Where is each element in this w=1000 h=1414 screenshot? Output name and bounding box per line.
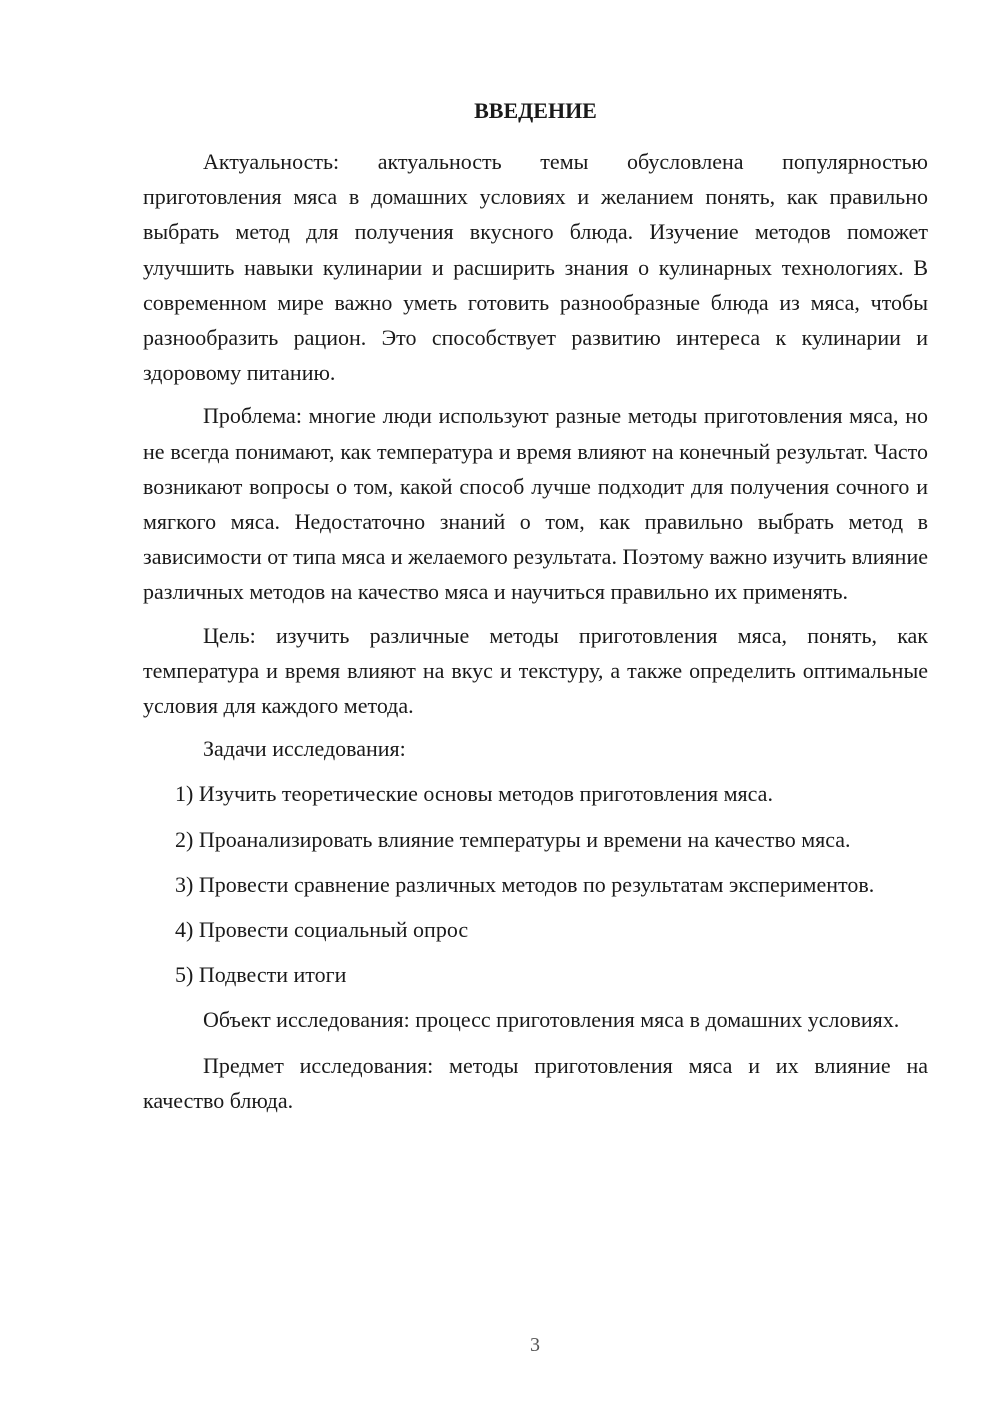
object-paragraph: Объект исследования: процесс приготовления мяса в домашних условиях. xyxy=(203,1007,900,1033)
page-number: 3 xyxy=(530,1334,540,1356)
task-item-5: 5) Подвести итоги xyxy=(175,962,347,988)
task-item-1: 1) Изучить теоретические основы методов приготовления мяса. xyxy=(175,781,773,807)
tasks-heading: Задачи исследования: xyxy=(203,736,406,762)
task-item-2: 2) Проанализировать влияние температуры и времени на качество мяса. xyxy=(175,826,851,852)
task-item-3: 3) Провести сравнение различных методов по результатам экспериментов. xyxy=(175,871,875,897)
problem-paragraph: Проблема: многие люди используют разные методы приготовления мяса, но не всегда понимают, как температура и время влияют на конечный результат. Часто возникают вопросы о том, какой способ лучше подходит для получения сочного и мягкого мяса. Недостаточно знаний о том, как правильно выбрать метод в зависимости от типа мяса и желаемого результата. Поэтому важно изучить влияние различных методов на качество мяса и научиться правильно их применять. xyxy=(143,403,928,605)
page-content xyxy=(143,96,928,1118)
relevance-paragraph: Актуальность: актуальность темы обусловлена популярностью приготовления мяса в домашних условиях и желанием понять, как правильно выбрать метод для получения вкусного блюда. Изучение методов поможет улучшить навыки кулинарии и расширить знания о кулинарных технологиях. В современном мире важно уметь готовить разнообразные блюда из мяса, чтобы разнообразить рацион. Это способствует развитию интереса к кулинарии и здоровому питанию. xyxy=(143,149,928,386)
subject-paragraph: Предмет исследования: методы приготовления мяса и их влияние на качество блюда. xyxy=(143,1052,928,1113)
section-title: ВВЕДЕНИЕ xyxy=(474,98,597,123)
goal-paragraph: Цель: изучить различные методы приготовления мяса, понять, как температура и время влияют на вкус и текстуру, а также определить оптимальные условия для каждого метода. xyxy=(143,622,928,719)
task-item-4: 4) Провести социальный опрос xyxy=(175,917,469,943)
